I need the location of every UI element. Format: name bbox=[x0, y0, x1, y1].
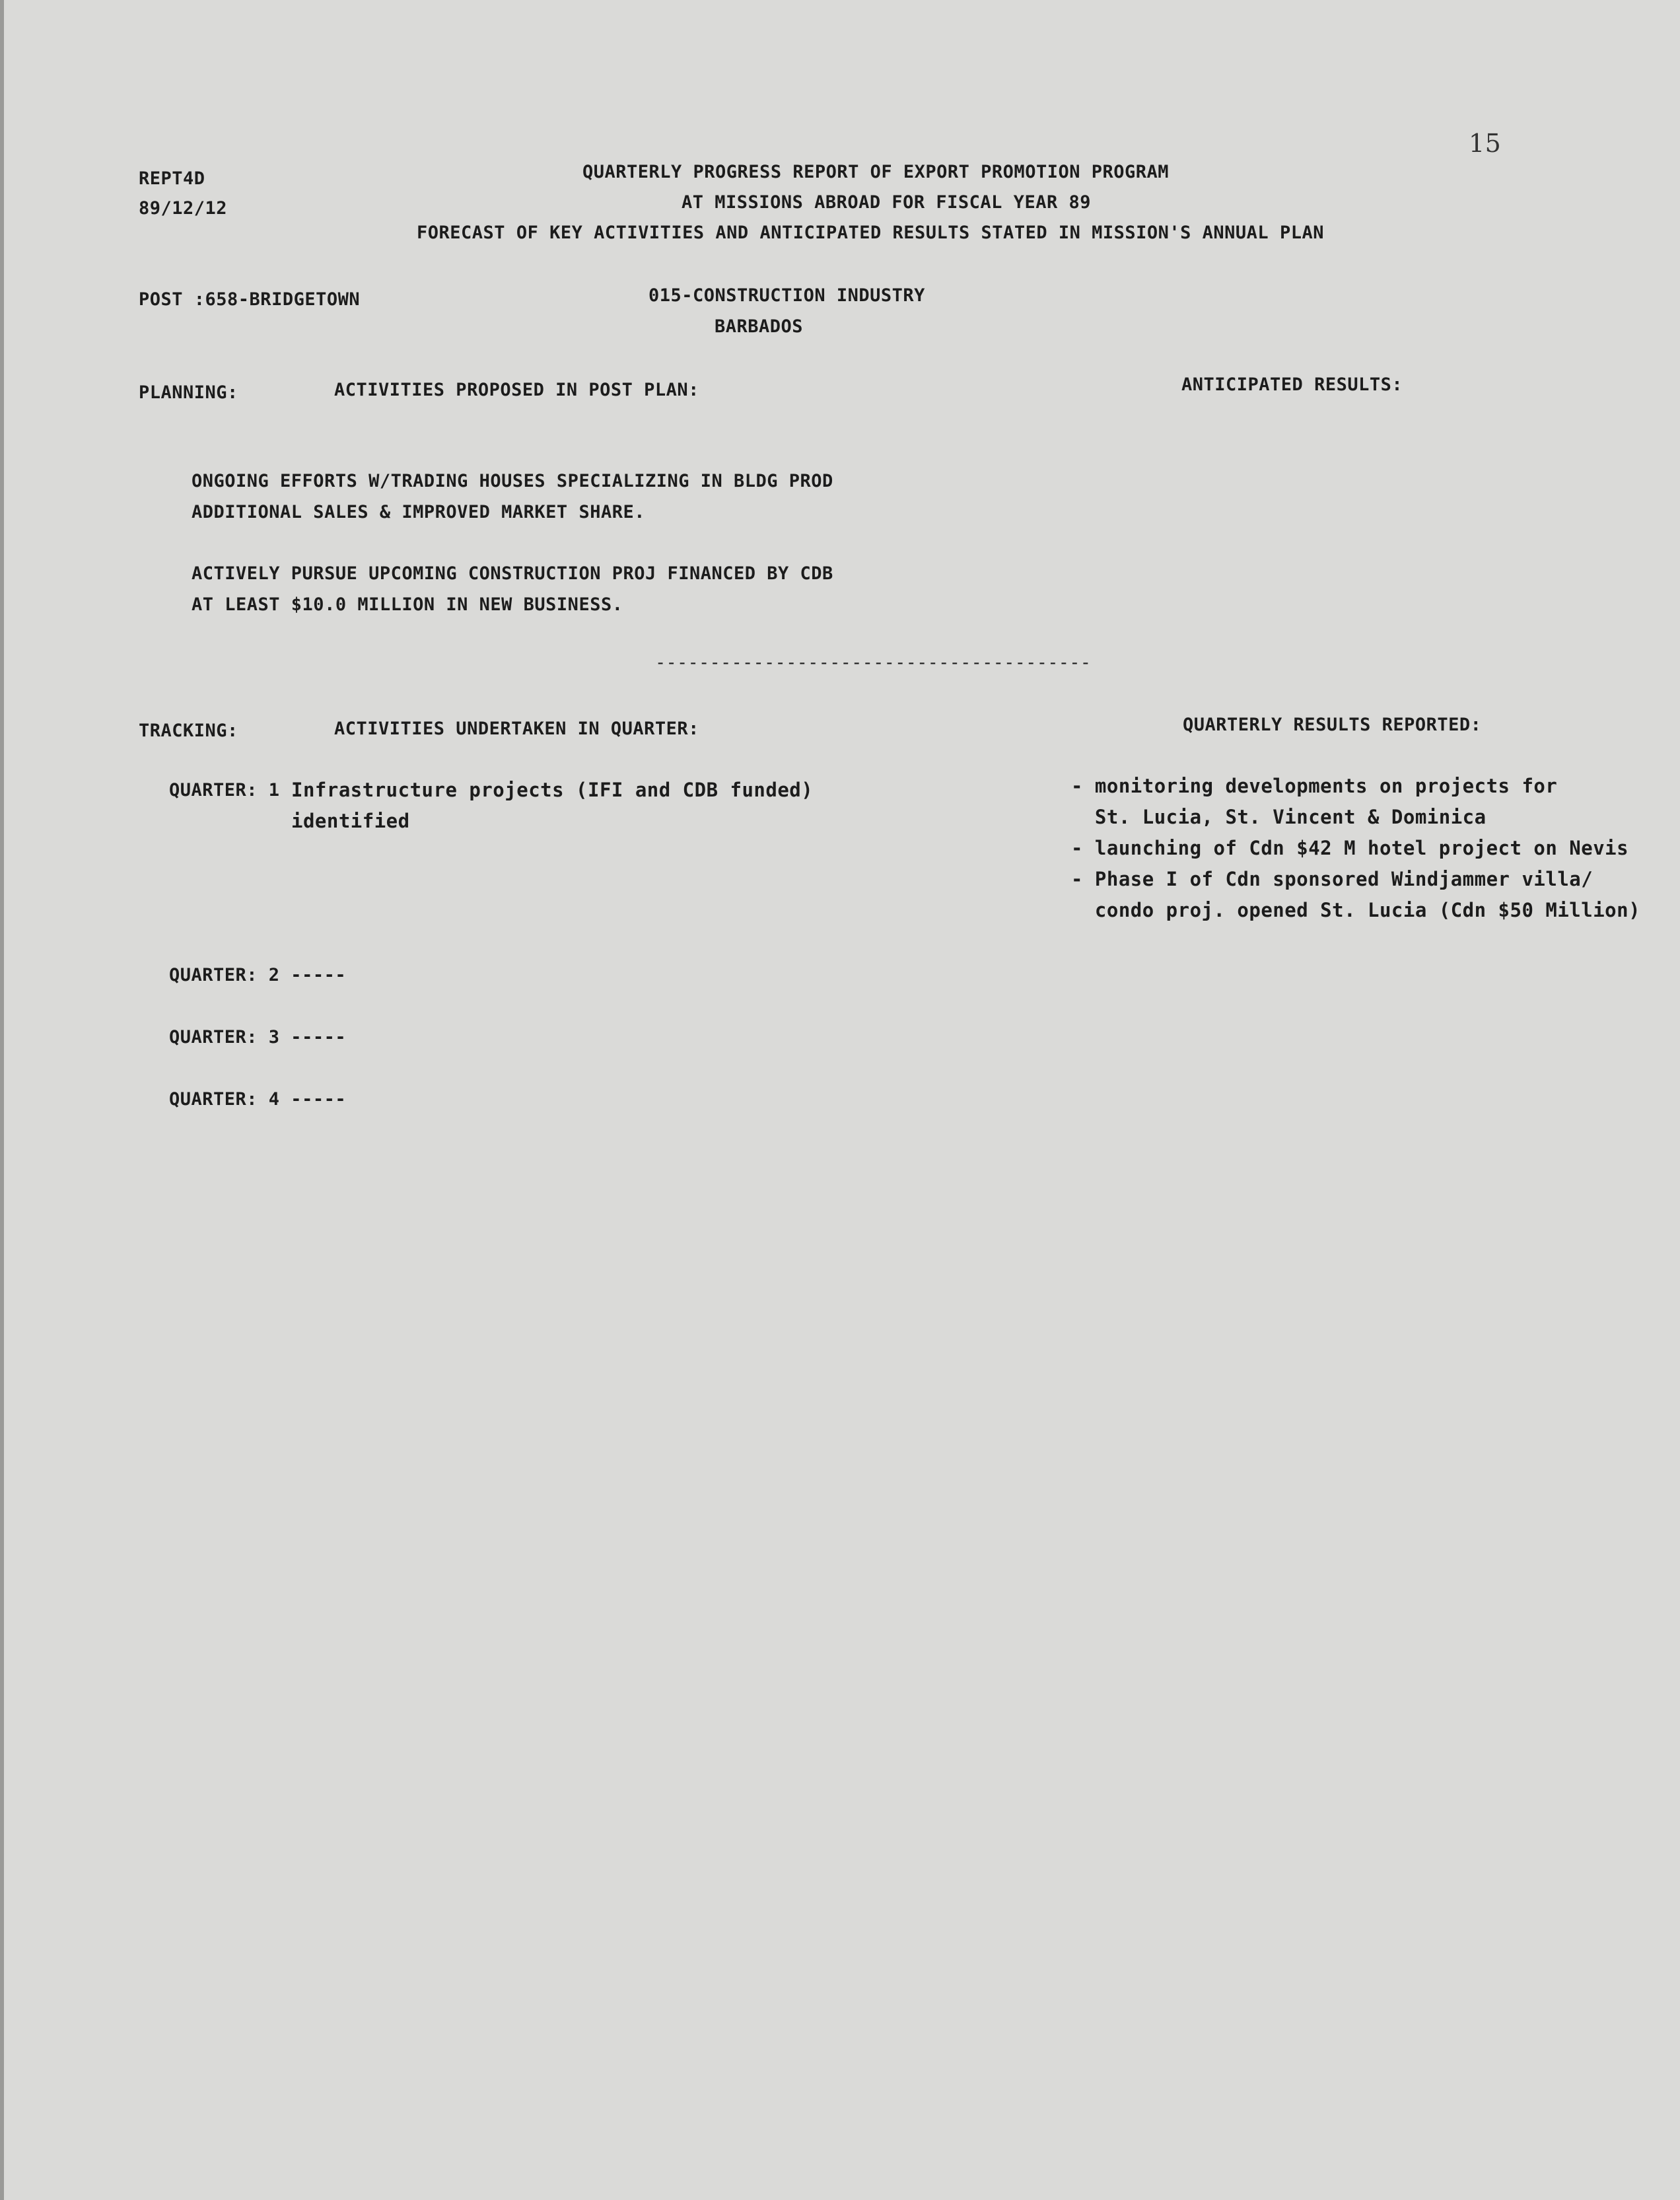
planning-activities-header: ACTIVITIES PROPOSED IN POST PLAN: bbox=[334, 380, 699, 400]
tracking-label: TRACKING: bbox=[139, 721, 238, 741]
result-line: St. Lucia, St. Vincent & Dominica bbox=[1071, 806, 1487, 828]
quarter-1-activity-line1: Infrastructure projects (IFI and CDB funded) bbox=[291, 779, 814, 801]
report-id: REPT4D bbox=[139, 168, 205, 189]
planning-label: PLANNING: bbox=[139, 382, 238, 403]
report-date: 89/12/12 bbox=[139, 198, 228, 219]
report-title-line3: FORECAST OF KEY ACTIVITIES AND ANTICIPATED RESULTS STATED IN MISSION'S ANNUAL PLAN bbox=[417, 223, 1324, 243]
planning-item-2-line2: AT LEAST $10.0 MILLION IN NEW BUSINESS. bbox=[192, 594, 623, 615]
quarter-2-label: QUARTER: 2 ----- bbox=[169, 965, 347, 985]
industry-label: 015-CONSTRUCTION INDUSTRY bbox=[648, 285, 925, 306]
report-title-line2: AT MISSIONS ABROAD FOR FISCAL YEAR 89 bbox=[682, 192, 1091, 213]
post-label: POST :658-BRIDGETOWN bbox=[139, 289, 361, 310]
planning-item-1-line2: ADDITIONAL SALES & IMPROVED MARKET SHARE. bbox=[192, 502, 645, 522]
planning-item-2-line1: ACTIVELY PURSUE UPCOMING CONSTRUCTION PROJ FINANCED BY CDB bbox=[192, 563, 833, 584]
country-label: BARBADOS bbox=[715, 316, 804, 337]
tracking-activities-header: ACTIVITIES UNDERTAKEN IN QUARTER: bbox=[334, 719, 699, 739]
result-line: - Phase I of Cdn sponsored Windjammer villa/ bbox=[1071, 868, 1593, 890]
planning-item-1-line1: ONGOING EFFORTS W/TRADING HOUSES SPECIALIZING IN BLDG PROD bbox=[192, 471, 833, 491]
anticipated-results-header: ANTICIPATED RESULTS: bbox=[1181, 374, 1403, 395]
result-line: - launching of Cdn $42 M hotel project on Nevis bbox=[1071, 837, 1629, 859]
result-line: condo proj. opened St. Lucia (Cdn $50 Million) bbox=[1071, 899, 1641, 921]
quarter-4-label: QUARTER: 4 ----- bbox=[169, 1089, 347, 1110]
section-divider: ---------------------------------------- bbox=[655, 653, 1092, 673]
result-line: - monitoring developments on projects for bbox=[1071, 775, 1558, 797]
quarter-1-label: QUARTER: 1 bbox=[169, 780, 280, 800]
quarterly-results-header: QUARTERLY RESULTS REPORTED: bbox=[1183, 715, 1482, 735]
report-title-line1: QUARTERLY PROGRESS REPORT OF EXPORT PROMOTION PROGRAM bbox=[582, 162, 1170, 182]
page-number: 15 bbox=[1469, 129, 1502, 158]
quarter-1-activity-line2: identified bbox=[291, 810, 410, 832]
quarter-3-label: QUARTER: 3 ----- bbox=[169, 1027, 347, 1047]
